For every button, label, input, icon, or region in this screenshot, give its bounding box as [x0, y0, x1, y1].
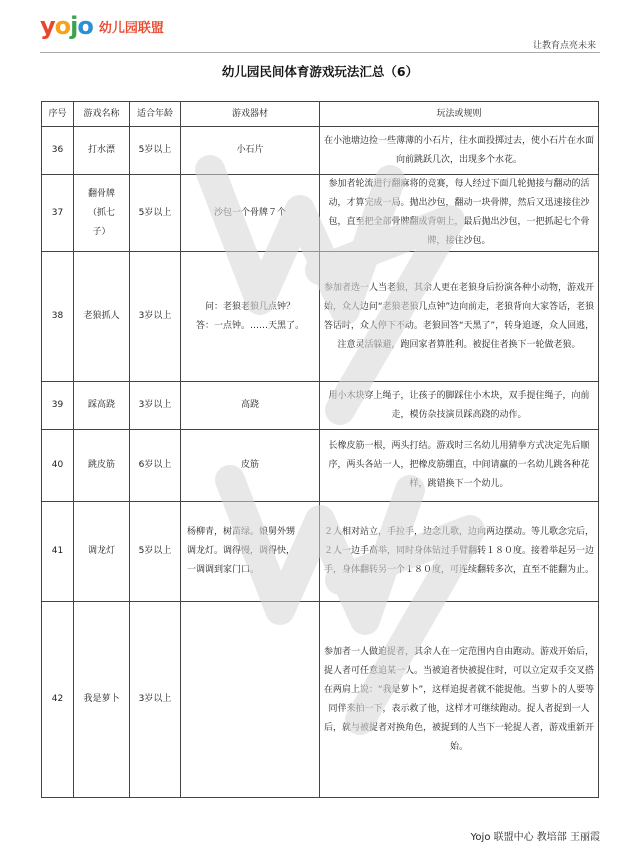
cell-age: 5岁以上 [130, 502, 181, 602]
game-name-line: 踩高跷 [87, 400, 115, 410]
game-name-line: 子） [92, 226, 111, 237]
cell-number: 37 [42, 175, 74, 252]
header-rules: 玩法或规则 [320, 102, 599, 127]
equipment-line: 调龙灯。调得慢，调得快， [187, 546, 296, 556]
cell-equipment [181, 127, 320, 175]
equipment-line: 杨柳青，树苗绿。娘舅外甥 [187, 527, 296, 537]
header-number: 序号 [42, 102, 74, 127]
cell-rules: 参加者一人做追捉者，其余人在一定范围内自由跑动。游戏开始后，捉人者可任意追某一人。当被追者快被捉住时，可以立定双手交叉搭在两肩上说：“我是萝卜”，这样追捉者就不能捉他。当萝卜的人要等同伴来拍一下，表示救了他，这样才可继续跑动。捉人者捉到一人后，就与被捉者对换角色，被捉到的人当下一轮捉人者，游戏重新开始。 [320, 602, 599, 798]
table-row [42, 127, 599, 175]
cell-game-name [74, 382, 130, 430]
game-name-line: 跳皮筋 [87, 460, 115, 470]
equipment-line: 答：一点钟。……天黑了。 [195, 320, 304, 331]
header-game-name: 游戏名称 [74, 102, 130, 127]
cell-rules: 参加者轮流进行翻麻将的竞赛，每人经过下面几轮抛接与翻动的活动，才算完成一局。抛出沙包，翻动一块骨牌，然后又迅速接住沙包，直至把全部骨牌翻成背朝上，最后抛出沙包，一把抓起七个骨牌，接住沙包。 [320, 175, 599, 252]
equipment-line: 沙包一个骨牌７个 [213, 207, 286, 218]
cell-equipment [181, 502, 320, 602]
cell-number: 42 [42, 602, 74, 798]
cell-rules: 用小木块穿上绳子，让孩子的脚踩住小木块，双手提住绳子，向前走，模仿杂技演员踩高跷的动作。 [320, 382, 599, 430]
cell-age: 3岁以上 [130, 252, 181, 382]
equipment-line: 皮筋 [240, 460, 259, 470]
cell-game-name [74, 502, 130, 602]
cell-game-name [74, 602, 130, 798]
cell-equipment [181, 602, 320, 798]
game-name-line: （抓七 [87, 207, 115, 218]
cell-rules: 长橡皮筋一根，两头打结。游戏时三名幼儿用猜拳方式决定先后顺序，两头各站一人，把橡皮筋绷直，中间请赢的一名幼儿跳各种花样，跳错换下一个幼儿。 [320, 430, 599, 502]
page-header [0, 0, 640, 58]
cell-rules: ２人相对站立，手拉手，边念儿歌，边向两边摆动。等儿歌念完后，２人一边手高举，同时身体钻过手臂翻转１８０度。接着举起另一边手，身体翻转另一个１８０度，可连续翻转多次，直至不能翻为止。 [320, 502, 599, 602]
cell-number: 41 [42, 502, 74, 602]
equipment-line: 高跷 [240, 400, 259, 410]
brand-name: 幼儿园联盟 [98, 20, 164, 36]
header-age: 适合年龄 [130, 102, 181, 127]
brand-slogan: 让教育点亮未来 [532, 41, 596, 51]
cell-game-name [74, 175, 130, 252]
equipment-line: 问：老狼老狼几点钟？ [204, 301, 295, 312]
cell-number: 36 [42, 127, 74, 175]
game-name-line: 老狼抓人 [83, 311, 120, 321]
logo-wordmark: yojo [40, 12, 93, 40]
cell-rules: 在小池塘边捡一些薄薄的小石片，往水面投掷过去，使小石片在水面向前跳跃几次，出现多个水花。 [320, 127, 599, 175]
table-row [42, 252, 599, 382]
cell-equipment [181, 382, 320, 430]
header-divider [40, 52, 600, 53]
cell-game-name [74, 430, 130, 502]
game-name-line: 调龙灯 [87, 546, 115, 556]
footer-credit: Yojo 联盟中心 教培部 王丽霞 [470, 832, 600, 843]
game-name-line: 我是萝卜 [83, 694, 120, 704]
table-row [42, 502, 599, 602]
games-table [41, 101, 599, 798]
cell-number: 40 [42, 430, 74, 502]
game-name-line: 翻骨牌 [87, 188, 115, 199]
document-title: 幼儿园民间体育游戏玩法汇总（6） [221, 64, 419, 79]
cell-equipment [181, 175, 320, 252]
table-row [42, 430, 599, 502]
table-row [42, 382, 599, 430]
table-body [42, 127, 599, 798]
brand-logo [40, 14, 164, 38]
cell-number: 39 [42, 382, 74, 430]
cell-equipment [181, 430, 320, 502]
table-header-row [42, 102, 599, 127]
equipment-line: 一调调到家门口。 [187, 565, 260, 575]
cell-game-name [74, 252, 130, 382]
cell-equipment [181, 252, 320, 382]
equipment-line: 小石片 [236, 145, 264, 155]
header-equipment: 游戏器材 [181, 102, 320, 127]
cell-game-name [74, 127, 130, 175]
table-row [42, 602, 599, 798]
cell-age: 3岁以上 [130, 382, 181, 430]
table-row [42, 175, 599, 252]
game-name-line: 打水漂 [87, 145, 115, 155]
cell-number: 38 [42, 252, 74, 382]
cell-age: 5岁以上 [130, 175, 181, 252]
cell-age: 6岁以上 [130, 430, 181, 502]
cell-age: 5岁以上 [130, 127, 181, 175]
cell-age: 3岁以上 [130, 602, 181, 798]
cell-rules: 参加者选一人当老狼，其余人更在老狼身后扮演各种小动物，游戏开始，众人边问“老狼老狼几点钟”边向前走，老狼背向大家答话，老狼答话时，众人停下不动。老狼回答“天黑了”，转身追逐，众人回逃，注意灵活躲避，跑回家者算胜利。被捉住者换下一轮做老狼。 [320, 252, 599, 382]
